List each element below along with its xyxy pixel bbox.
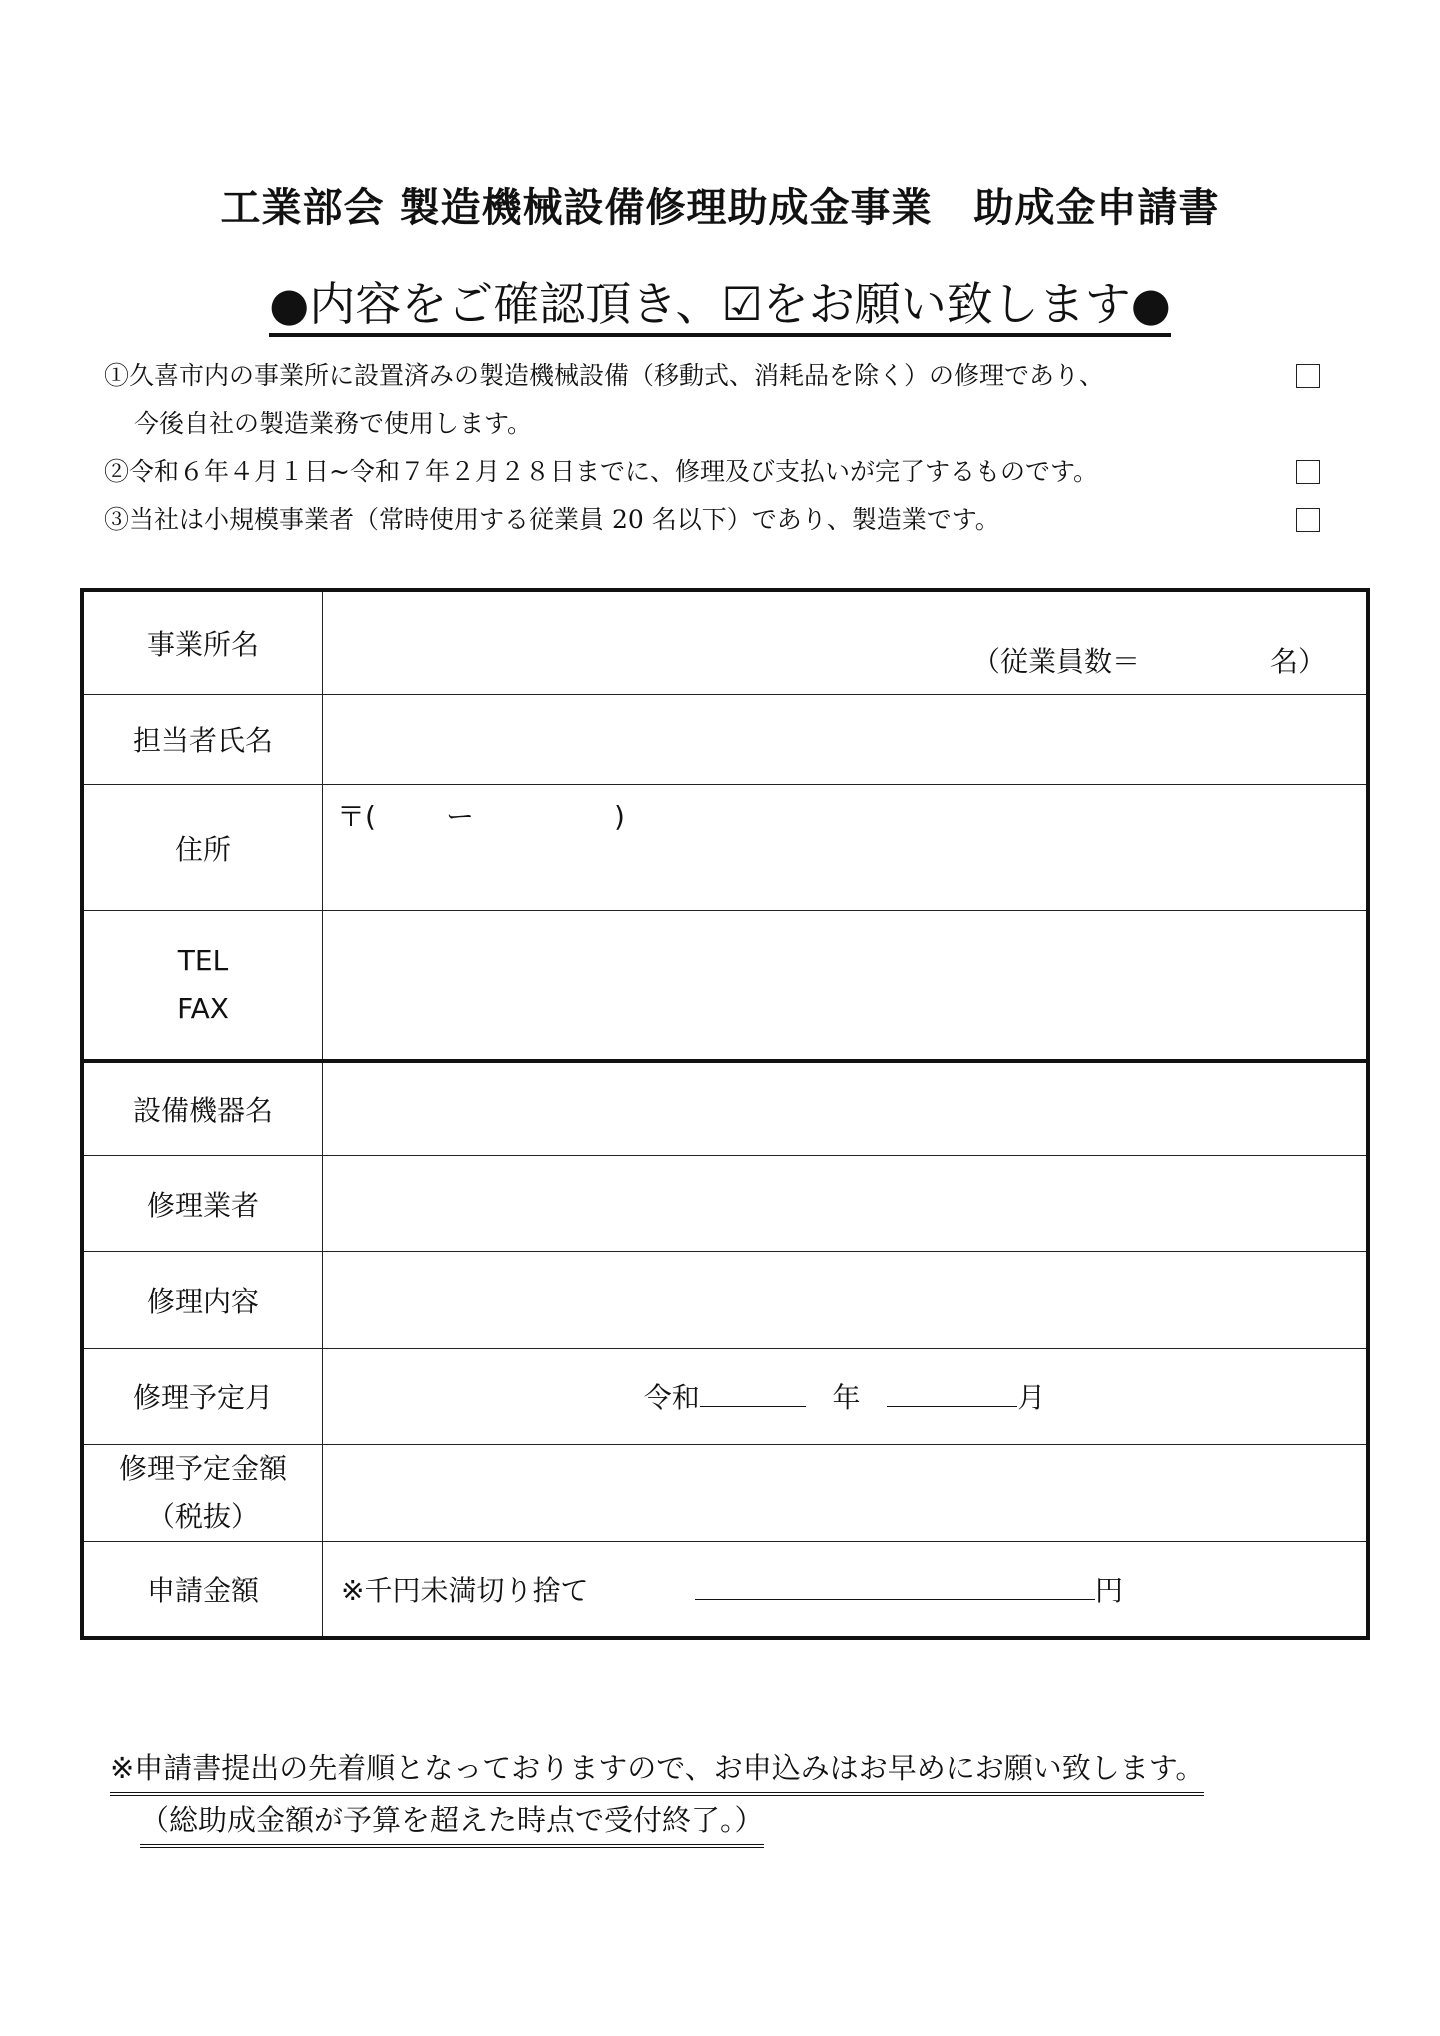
yen-unit: 円 <box>1095 1574 1124 1608</box>
row-repair-amount <box>82 1444 1368 1541</box>
year-blank[interactable] <box>700 1406 806 1407</box>
repair-amount-label-line2: （税抜） <box>146 1500 259 1534</box>
rounding-note: ※千円未満切り捨て <box>341 1574 589 1608</box>
checkbox-2[interactable] <box>1296 460 1320 484</box>
month-blank[interactable] <box>887 1406 1017 1407</box>
row-office-name <box>82 590 1368 694</box>
phone-label <box>82 911 323 1061</box>
repair-month-label: 修理予定月 <box>82 1348 323 1444</box>
office-name-label: 事業所名 <box>82 590 323 694</box>
checklist <box>104 352 1324 544</box>
era-label: 令和 <box>643 1381 700 1415</box>
checkbox-1[interactable] <box>1296 364 1320 388</box>
repair-vendor-label: 修理業者 <box>82 1156 323 1252</box>
row-repair-month <box>82 1348 1368 1444</box>
repair-amount-label <box>82 1444 323 1541</box>
equipment-name-field[interactable] <box>323 1061 1369 1155</box>
row-equipment-name <box>82 1061 1368 1155</box>
equipment-name-label: 設備機器名 <box>82 1061 323 1155</box>
postal-close: ) <box>613 800 625 834</box>
checkbox-3[interactable] <box>1296 508 1320 532</box>
footer-note <box>110 1744 1204 1848</box>
row-contact-name <box>82 694 1368 784</box>
employee-count-suffix: 名） <box>1269 644 1326 678</box>
contact-name-field[interactable] <box>323 694 1369 784</box>
footer-line-2: （総助成金額が予算を超えた時点で受付終了。） <box>140 1796 764 1848</box>
year-unit: 年 <box>832 1381 861 1415</box>
yen-blank[interactable] <box>695 1599 1095 1600</box>
checklist-item-2 <box>104 448 1324 496</box>
apply-amount-label: 申請金額 <box>82 1542 323 1638</box>
address-field[interactable] <box>323 785 1369 911</box>
apply-amount-field <box>323 1542 1369 1638</box>
confirmation-notice <box>0 268 1440 334</box>
repair-amount-field[interactable] <box>323 1444 1369 1541</box>
phone-field[interactable] <box>323 911 1369 1061</box>
postal-code <box>337 795 625 835</box>
tel-label: TEL <box>177 944 229 978</box>
checklist-item-3 <box>104 496 1324 544</box>
checklist-item-3-line1: ③当社は小規模事業者（常時使用する従業員 20 名以下）であり、製造業です。 <box>104 505 1000 534</box>
row-address <box>82 785 1368 911</box>
repair-content-field[interactable] <box>323 1252 1369 1348</box>
footer-line-1: ※申請書提出の先着順となっておりますので、お申込みはお早めにお願い致します。 <box>110 1744 1204 1796</box>
employee-count <box>972 640 1326 680</box>
row-apply-amount <box>82 1542 1368 1638</box>
checklist-item-1-line1: ①久喜市内の事業所に設置済みの製造機械設備（移動式、消耗品を除く）の修理であり、 <box>104 361 1105 390</box>
row-phone <box>82 911 1368 1061</box>
postal-mark: 〒( <box>337 800 376 834</box>
repair-vendor-field[interactable] <box>323 1156 1369 1252</box>
employee-count-prefix: （従業員数＝ <box>971 644 1140 678</box>
office-name-field[interactable] <box>323 590 1369 694</box>
address-label: 住所 <box>82 785 323 911</box>
contact-name-label: 担当者氏名 <box>82 694 323 784</box>
page-title: 工業部会 製造機械設備修理助成金事業 助成金申請書 <box>220 185 1220 231</box>
row-repair-content <box>82 1252 1368 1348</box>
checklist-item-1-line2: 今後自社の製造業務で使用します。 <box>134 409 533 438</box>
checklist-item-2-line1: ②令和６年４月１日~令和７年２月２８日までに、修理及び支払いが完了するものです。 <box>104 457 1098 486</box>
apply-amount-input <box>695 1569 1123 1609</box>
application-form-table <box>80 588 1370 1640</box>
month-unit: 月 <box>1017 1381 1046 1415</box>
confirmation-notice-text: ●内容をご確認頂き、☑をお願い致します● <box>269 277 1171 337</box>
postal-dash: ー <box>445 800 474 834</box>
repair-content-label: 修理内容 <box>82 1252 323 1348</box>
repair-amount-label-line1: 修理予定金額 <box>118 1452 287 1486</box>
fax-label: FAX <box>177 992 229 1026</box>
repair-month-field <box>323 1348 1369 1444</box>
checklist-item-1 <box>104 352 1324 448</box>
row-repair-vendor <box>82 1156 1368 1252</box>
